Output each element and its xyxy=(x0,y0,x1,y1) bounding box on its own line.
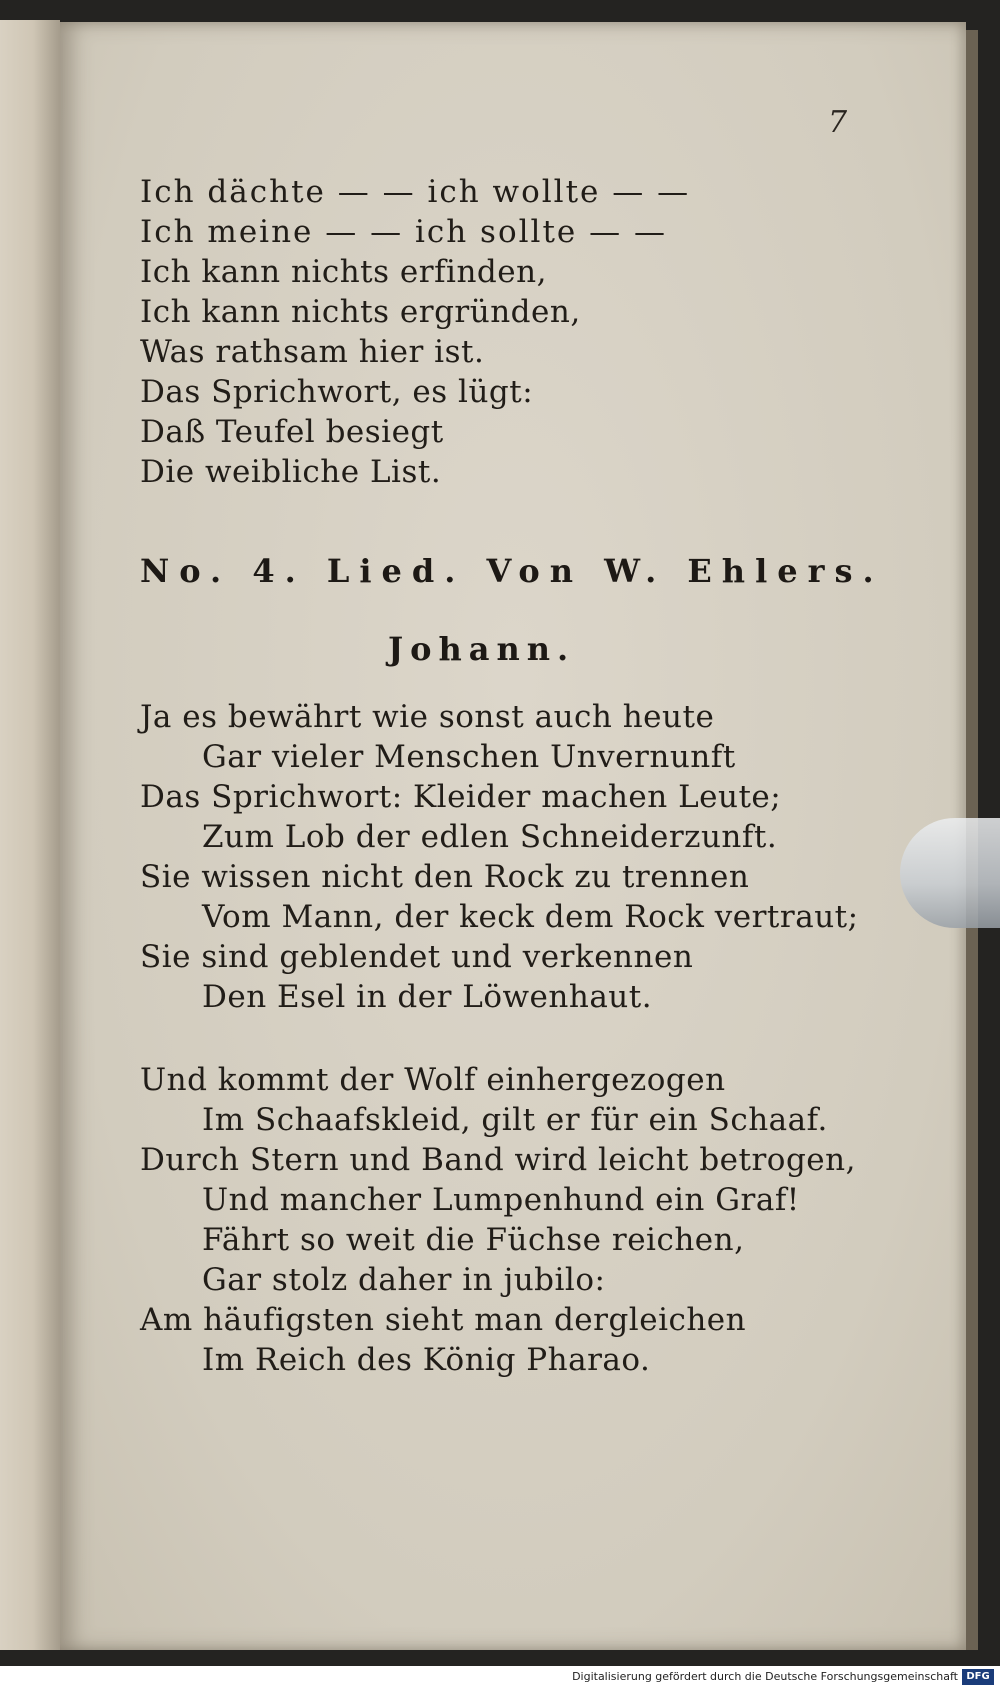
verse-line: Was rathsam hier ist. xyxy=(140,334,485,370)
verse-line: Den Esel in der Löwenhaut. xyxy=(202,979,653,1015)
verse-line: Gar stolz daher in jubilo: xyxy=(202,1262,606,1298)
verse-line: Das Sprichwort, es lügt: xyxy=(140,374,534,410)
funding-credit: Digitalisierung gefördert durch die Deutsche Forschungsgemeinschaft xyxy=(572,1670,958,1683)
verse-line: Das Sprichwort: Kleider machen Leute; xyxy=(140,779,782,815)
verse-line: Sie sind geblendet und verkennen xyxy=(140,939,694,975)
verse-line: Und kommt der Wolf einhergezogen xyxy=(140,1062,726,1098)
verse-line: Gar vieler Menschen Unvernunft xyxy=(202,739,736,775)
verse-line: Durch Stern und Band wird leicht betrogen, xyxy=(140,1142,856,1178)
previous-page-edge xyxy=(0,20,60,1650)
verse-line: Sie wissen nicht den Rock zu trennen xyxy=(140,859,750,895)
page-clip xyxy=(900,818,1000,928)
verse-line: Fährt so weit die Füchse reichen, xyxy=(202,1222,745,1258)
stanza-3 xyxy=(140,1060,856,1380)
verse-line: Ich kann nichts erfinden, xyxy=(140,254,547,290)
verse-line: Im Schaafskleid, gilt er für ein Schaaf. xyxy=(202,1102,828,1138)
verse-line: Vom Mann, der keck dem Rock vertraut; xyxy=(202,899,859,935)
verse-line: Daß Teufel besiegt xyxy=(140,414,444,450)
song-heading: No. 4. Lied. Von W. Ehlers. xyxy=(140,552,884,590)
page-number: 7 xyxy=(828,105,848,140)
verse-line: Ja es bewährt wie sonst auch heute xyxy=(140,699,715,735)
verse-line: Die weibliche List. xyxy=(140,454,442,490)
verse-line: Ich meine — — ich sollte — — xyxy=(140,214,667,250)
song-title: Johann. xyxy=(388,630,576,668)
stanza-1 xyxy=(140,172,690,492)
dfg-logo-icon: DFG xyxy=(962,1669,994,1685)
verse-line: Zum Lob der edlen Schneiderzunft. xyxy=(202,819,778,855)
verse-line: Ich dächte — — ich wollte — — xyxy=(140,174,691,210)
verse-line: Im Reich des König Pharao. xyxy=(202,1342,651,1378)
stanza-2 xyxy=(140,697,859,1017)
verse-line: Am häufigsten sieht man dergleichen xyxy=(140,1302,747,1338)
verse-line: Und mancher Lumpenhund ein Graf! xyxy=(202,1182,800,1218)
verse-line: Ich kann nichts ergründen, xyxy=(140,294,581,330)
